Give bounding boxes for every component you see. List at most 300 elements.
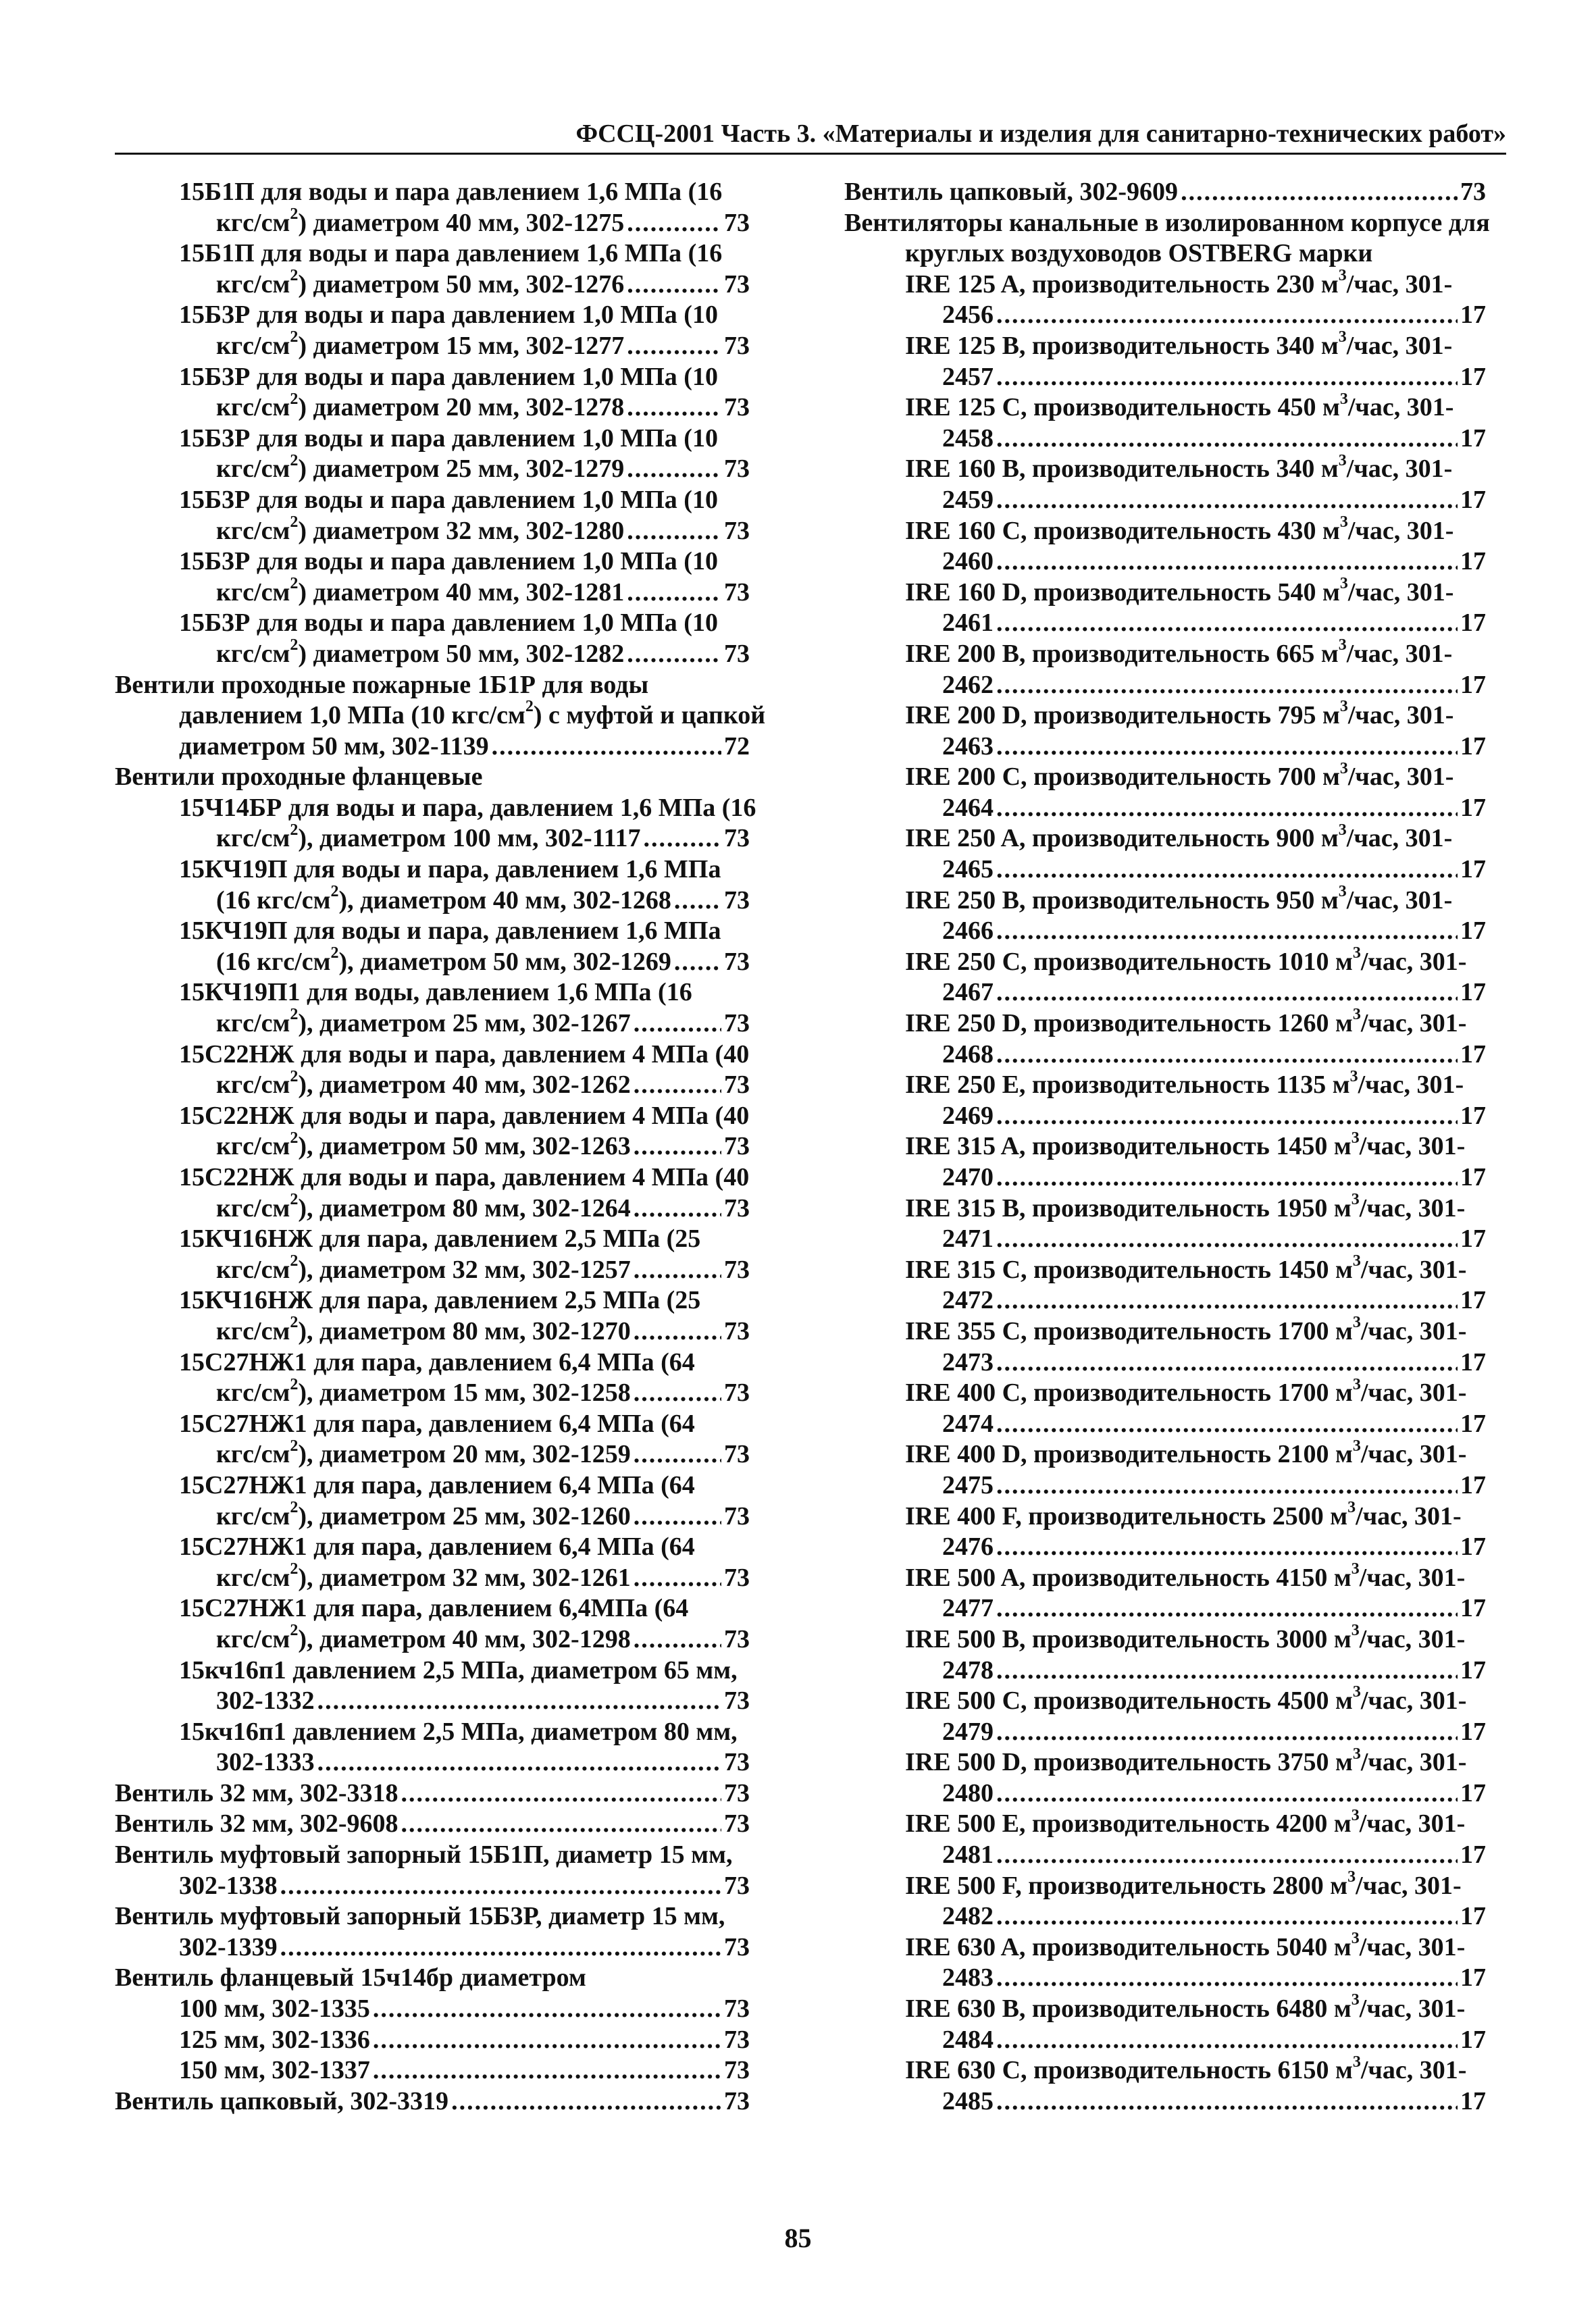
index-entry-line xyxy=(844,1991,1486,2025)
index-entry-line xyxy=(115,269,750,301)
entry-text xyxy=(115,671,648,699)
index-entry-line xyxy=(844,1439,1486,1470)
entry-superscript: 2 xyxy=(525,698,534,716)
entry-text xyxy=(179,178,722,206)
entry-superscript: 3 xyxy=(1351,1991,1360,2009)
index-entry-line xyxy=(115,1717,750,1748)
dot-leader xyxy=(627,269,721,301)
entry-superscript: 3 xyxy=(1338,267,1347,285)
entry-text-pre: кгс/см xyxy=(216,1193,290,1223)
entry-text-main: 302-1338 xyxy=(179,1871,278,1900)
entry-text-main: ) диаметром 15 мм, 302-1277 xyxy=(298,331,625,360)
dot-leader xyxy=(996,793,1458,824)
entry-page-number: 73 xyxy=(724,331,750,360)
entry-text xyxy=(942,2025,994,2056)
entry-text-pre: кгс/см xyxy=(216,1071,290,1100)
index-entry-line xyxy=(115,1747,750,1778)
entry-text-pre: IRE 400 D, производительность 2100 м xyxy=(905,1440,1353,1469)
entry-text xyxy=(942,1224,994,1255)
entry-text-main: 2465 xyxy=(942,855,994,884)
entry-text-main: 2464 xyxy=(942,793,994,822)
entry-text-pre: IRE 125 B, производительность 340 м xyxy=(905,331,1339,360)
index-entry-line xyxy=(844,238,1486,269)
entry-text xyxy=(179,424,718,453)
entry-text-pre: IRE 315 C, производительность 1450 м xyxy=(905,1255,1353,1284)
entry-superscript: 3 xyxy=(1352,1745,1361,1763)
entry-text-main: 2462 xyxy=(942,670,994,699)
entry-text-main: 15КЧ19П для воды и пара, давлением 1,6 МПа xyxy=(179,855,721,884)
dot-leader xyxy=(451,2086,721,2117)
entry-text-pre: IRE 500 A, производительность 4150 м xyxy=(905,1563,1352,1592)
entry-text-main: /час, 301- xyxy=(1347,516,1454,545)
entry-text xyxy=(905,1806,1466,1839)
dot-leader xyxy=(996,1409,1458,1440)
entry-text-main: ), диаметром 32 мм, 302-1261 xyxy=(298,1563,631,1592)
entry-page-number: 73 xyxy=(724,1132,750,1161)
entry-superscript: 2 xyxy=(290,821,299,839)
dot-leader xyxy=(627,392,721,423)
entry-text-main: ) диаметром 32 мм, 302-1280 xyxy=(298,516,625,545)
entry-page-number: 17 xyxy=(1460,1225,1486,1254)
entry-text-main: /час, 301- xyxy=(1346,269,1453,299)
entry-text-main: ), диаметром 20 мм, 302-1259 xyxy=(298,1440,631,1469)
entry-text-main: 302-1332 xyxy=(216,1687,315,1716)
entry-text-main: ) диаметром 20 мм, 302-1278 xyxy=(298,393,625,422)
dot-leader xyxy=(996,546,1458,577)
dot-leader xyxy=(634,1378,721,1409)
index-entry-line xyxy=(844,177,1486,208)
index-entry-line xyxy=(844,208,1490,239)
dot-leader xyxy=(996,1347,1458,1379)
entry-text-main: 15Б3Р для воды и пара давлением 1,0 МПа (10 xyxy=(179,362,718,391)
index-entry-line xyxy=(844,1778,1486,1809)
entry-text xyxy=(942,1347,994,1379)
index-entry-line xyxy=(844,823,1486,854)
entry-page-number: 17 xyxy=(1460,793,1486,822)
entry-text-main: 125 мм, 302-1336 xyxy=(179,2025,370,2054)
dot-leader xyxy=(996,916,1458,947)
entry-text-pre: IRE 400 F, производительность 2500 м xyxy=(905,1501,1348,1531)
dot-leader xyxy=(401,1778,721,1809)
index-entry-line xyxy=(844,854,1486,885)
entry-text-pre: кгс/см xyxy=(216,1132,290,1161)
entry-page-number: 73 xyxy=(724,824,750,853)
entry-text xyxy=(115,1963,586,1992)
entry-page-number: 17 xyxy=(1460,1717,1486,1746)
index-entry-line xyxy=(844,1868,1486,1902)
index-entry-line xyxy=(844,451,1486,485)
entry-text-pre: кгс/см xyxy=(216,516,290,545)
index-entry-line xyxy=(115,823,750,854)
entry-text xyxy=(905,1622,1466,1653)
entry-text xyxy=(942,1901,994,1932)
entry-text xyxy=(179,2055,370,2086)
entry-text-main: 2477 xyxy=(942,1594,994,1623)
entry-text xyxy=(905,1375,1467,1408)
entry-superscript: 3 xyxy=(1352,944,1361,962)
entry-text-pre: кгс/см xyxy=(216,1379,290,1408)
entry-text-main: ) с муфтой и цапкой xyxy=(533,701,766,730)
dot-leader xyxy=(627,639,721,670)
index-entry-line xyxy=(115,177,750,208)
index-entry-line xyxy=(844,1498,1486,1533)
dot-leader xyxy=(996,1532,1458,1563)
index-entry-line xyxy=(844,944,1486,978)
entry-text xyxy=(216,577,624,609)
entry-page-number: 17 xyxy=(1460,1470,1486,1499)
index-entry-line xyxy=(115,762,750,793)
entry-text-main: 15Б3Р для воды и пара давлением 1,0 МПа (10 xyxy=(179,423,718,453)
entry-page-number: 17 xyxy=(1460,1163,1486,1191)
entry-text-pre: кгс/см xyxy=(216,577,290,607)
entry-text-pre: (16 кгс/см xyxy=(216,885,331,915)
entry-text-main: 2484 xyxy=(942,2025,994,2054)
entry-text-main: ), диаметром 40 мм, 302-1268 xyxy=(338,885,671,915)
entry-text-main: /час, 301- xyxy=(1358,1071,1464,1100)
entry-text-main: диаметром 50 мм, 302-1139 xyxy=(179,731,489,761)
entry-text xyxy=(179,1871,278,1902)
index-entry-line xyxy=(115,1316,750,1347)
entry-text-pre: кгс/см xyxy=(216,1563,290,1592)
entry-text-main: ) диаметром 50 мм, 302-1276 xyxy=(298,269,625,299)
index-entry-line xyxy=(844,2025,1486,2056)
index-entry-line xyxy=(115,854,750,885)
index-entry-line xyxy=(115,1285,750,1316)
entry-page-number: 17 xyxy=(1460,1409,1486,1438)
entry-page-number: 73 xyxy=(724,516,750,545)
dot-leader xyxy=(996,854,1458,885)
dot-leader xyxy=(627,454,721,485)
entry-text-pre: IRE 315 A, производительность 1450 м xyxy=(905,1132,1352,1161)
index-entry-line xyxy=(844,1747,1486,1778)
entry-text xyxy=(905,2053,1467,2085)
dot-leader xyxy=(996,1840,1458,1871)
entry-text xyxy=(905,1930,1466,1961)
entry-text-main: Вентиль 32 мм, 302-9608 xyxy=(115,1809,398,1839)
entry-text xyxy=(905,451,1453,484)
entry-page-number: 73 xyxy=(724,2056,750,2085)
entry-superscript: 3 xyxy=(1351,1806,1360,1824)
entry-superscript: 2 xyxy=(290,636,299,654)
entry-text xyxy=(216,451,625,485)
dot-leader xyxy=(627,516,721,547)
entry-text-main: 2468 xyxy=(942,1039,994,1069)
entry-page-number: 73 xyxy=(724,2086,750,2115)
entry-text-main: ), диаметром 15 мм, 302-1258 xyxy=(298,1379,631,1408)
entry-superscript: 3 xyxy=(1338,451,1347,469)
entry-text xyxy=(216,1067,631,1101)
entry-text xyxy=(905,1129,1466,1161)
index-entry-line xyxy=(115,513,750,547)
entry-text-main: ) диаметром 40 мм, 302-1275 xyxy=(298,208,625,237)
entry-text-main: /час, 301- xyxy=(1359,1193,1466,1223)
entry-text-pre: кгс/см xyxy=(216,1255,290,1284)
entry-text-pre: IRE 250 B, производительность 950 м xyxy=(905,885,1339,915)
entry-text xyxy=(216,823,641,854)
entry-superscript: 3 xyxy=(1351,1622,1360,1640)
entry-superscript: 3 xyxy=(1339,759,1348,777)
entry-text-pre: кгс/см xyxy=(216,1501,290,1531)
entry-text-main: Вентиль цапковый, 302-9609 xyxy=(844,178,1179,206)
dot-leader xyxy=(634,1008,721,1039)
entry-text xyxy=(216,513,625,547)
entry-text-pre: IRE 200 D, производительность 795 м xyxy=(905,701,1340,730)
entry-text xyxy=(905,1991,1466,2024)
entry-text-pre: IRE 500 C, производительность 4500 м xyxy=(905,1687,1353,1716)
entry-text-pre: кгс/см xyxy=(216,1316,290,1345)
index-entry-line xyxy=(115,1932,750,1963)
index-entry-line xyxy=(844,1409,1486,1440)
entry-text-main: ), диаметром 100 мм, 302-1117 xyxy=(298,824,641,853)
dot-leader xyxy=(674,885,721,917)
dot-leader xyxy=(996,731,1458,763)
entry-page-number: 73 xyxy=(724,2025,750,2054)
entry-text xyxy=(179,1471,695,1499)
index-entry-line xyxy=(115,608,750,639)
index-entry-line xyxy=(844,1840,1486,1871)
entry-superscript: 3 xyxy=(1351,1930,1360,1948)
entry-text-pre: IRE 250 E, производительность 1135 м xyxy=(905,1071,1350,1100)
dot-leader xyxy=(1181,177,1458,208)
index-entry-line xyxy=(844,1347,1486,1379)
entry-text-pre: IRE 400 C, производительность 1700 м xyxy=(905,1379,1353,1408)
entry-text-main: /час, 301- xyxy=(1346,455,1453,484)
entry-text-main: 15КЧ16НЖ для пара, давлением 2,5 МПа (25 xyxy=(179,1225,701,1254)
index-entry-line xyxy=(115,1809,750,1840)
entry-text xyxy=(216,636,625,670)
entry-text-main: 2471 xyxy=(942,1225,994,1254)
dot-leader xyxy=(634,1193,721,1225)
index-entry-line xyxy=(844,2086,1486,2117)
index-entry-line xyxy=(115,238,750,269)
entry-text-main: 15Б1П для воды и пара давлением 1,6 МПа (16 xyxy=(179,178,723,206)
dot-leader xyxy=(280,1932,721,1963)
dot-leader xyxy=(634,1439,721,1470)
entry-text xyxy=(942,1039,994,1071)
entry-text-main: /час, 301- xyxy=(1346,885,1453,915)
entry-page-number: 73 xyxy=(724,1071,750,1100)
entry-text-main: /час, 301- xyxy=(1360,1379,1467,1408)
entry-superscript: 3 xyxy=(1347,1868,1356,1886)
entry-superscript: 3 xyxy=(1339,698,1348,716)
dot-leader xyxy=(996,1285,1458,1316)
entry-text xyxy=(216,1008,631,1039)
entry-superscript: 2 xyxy=(290,1375,299,1393)
index-entry-line xyxy=(115,1498,750,1533)
entry-text xyxy=(179,1594,688,1622)
entry-text-main: ), диаметром 25 мм, 302-1267 xyxy=(298,1009,631,1038)
entry-text-main: 2476 xyxy=(942,1533,994,1562)
dot-leader xyxy=(996,1901,1458,1932)
entry-text xyxy=(942,977,994,1008)
entry-text xyxy=(216,205,625,239)
entry-text-main: 15С27НЖ1 для пара, давлением 6,4 МПа (64 xyxy=(179,1347,695,1377)
entry-text-main: /час, 301- xyxy=(1360,2056,1467,2085)
entry-text-main: 15Б3Р для воды и пара давлением 1,0 МПа (10 xyxy=(179,485,718,514)
index-entry-line xyxy=(115,1532,750,1563)
index-entry-line xyxy=(115,328,750,362)
entry-text xyxy=(179,1102,749,1130)
entry-page-number: 73 xyxy=(724,1809,750,1839)
entry-page-number: 73 xyxy=(724,1255,750,1284)
entry-page-number: 17 xyxy=(1460,485,1486,514)
entry-text xyxy=(905,1437,1467,1469)
entry-text-main: 302-1339 xyxy=(179,1932,278,1961)
entry-page-number: 17 xyxy=(1460,1347,1486,1377)
entry-superscript: 2 xyxy=(290,1252,299,1270)
index-entry-line xyxy=(115,1686,750,1717)
entry-text-pre: кгс/см xyxy=(216,1440,290,1469)
entry-page-number: 17 xyxy=(1460,1039,1486,1069)
entry-text-main: 2479 xyxy=(942,1717,994,1746)
entry-text-pre: кгс/см xyxy=(216,455,290,484)
entry-text xyxy=(905,239,1372,267)
entry-text-pre: IRE 500 F, производительность 2800 м xyxy=(905,1871,1348,1900)
entry-text xyxy=(942,1655,994,1687)
entry-text xyxy=(216,1498,631,1533)
entry-text-pre: IRE 125 A, производительность 230 м xyxy=(905,269,1339,299)
dot-leader xyxy=(996,485,1458,516)
entry-text xyxy=(942,300,994,331)
entry-text-main: ), диаметром 80 мм, 302-1264 xyxy=(298,1193,631,1223)
entry-text-pre: IRE 500 D, производительность 3750 м xyxy=(905,1748,1353,1777)
entry-text-main: /час, 301- xyxy=(1346,639,1453,668)
entry-text xyxy=(905,513,1454,545)
entry-text-main: 2483 xyxy=(942,1963,994,1992)
entry-page-number: 17 xyxy=(1460,1655,1486,1685)
entry-text-pre: кгс/см xyxy=(216,393,290,422)
entry-superscript: 3 xyxy=(1339,390,1348,408)
entry-superscript: 2 xyxy=(290,267,299,285)
entry-superscript: 2 xyxy=(290,1622,299,1640)
entry-page-number: 17 xyxy=(1460,301,1486,330)
index-entry-line xyxy=(844,513,1486,547)
index-entry-line xyxy=(115,885,750,917)
entry-text-main: /час, 301- xyxy=(1347,393,1454,422)
dot-leader xyxy=(634,1501,721,1533)
entry-superscript: 3 xyxy=(1338,328,1347,346)
entry-text-main: /час, 301- xyxy=(1360,1255,1467,1284)
entry-page-number: 73 xyxy=(1460,178,1486,206)
entry-page-number: 17 xyxy=(1460,1841,1486,1870)
dot-leader xyxy=(401,1809,721,1840)
entry-text-main: 15кч16п1 давлением 2,5 МПа, диаметром 65 мм, xyxy=(179,1655,738,1685)
entry-text-main: /час, 301- xyxy=(1360,1687,1467,1716)
entry-text-main: 15С27НЖ1 для пара, давлением 6,4 МПа (64 xyxy=(179,1409,695,1438)
entry-text-main: 2461 xyxy=(942,609,994,638)
entry-text-main: /час, 301- xyxy=(1356,1501,1462,1531)
dot-leader xyxy=(644,823,721,854)
entry-text xyxy=(216,1747,315,1778)
entry-text-main: /час, 301- xyxy=(1359,1995,1466,2024)
entry-page-number: 17 xyxy=(1460,1533,1486,1562)
entry-text-main: ), диаметром 50 мм, 302-1263 xyxy=(298,1132,631,1161)
entry-text xyxy=(942,916,994,947)
entry-text-main: 302-1333 xyxy=(216,1748,315,1777)
entry-page-number: 73 xyxy=(724,1563,750,1592)
entry-text-pre: IRE 200 C, производительность 700 м xyxy=(905,763,1340,792)
entry-text-main: 15С22НЖ для воды и пара, давлением 4 МПа (40 xyxy=(179,1039,750,1069)
index-entry-line xyxy=(844,1008,1486,1039)
entry-text-pre: IRE 160 B, производительность 340 м xyxy=(905,455,1339,484)
index-entry-line xyxy=(115,1162,750,1193)
index-entry-line xyxy=(115,916,750,947)
entry-text-main: 100 мм, 302-1335 xyxy=(179,1995,370,2024)
dot-leader xyxy=(996,300,1458,331)
entry-text-pre: IRE 630 B, производительность 6480 м xyxy=(905,1995,1352,2024)
index-entry-line xyxy=(115,1655,750,1687)
entry-superscript: 2 xyxy=(290,205,299,223)
index-entry-line xyxy=(115,944,750,978)
index-entry-line xyxy=(115,731,750,763)
entry-page-number: 17 xyxy=(1460,855,1486,884)
entry-superscript: 3 xyxy=(1351,1190,1360,1208)
index-entry-line xyxy=(844,1470,1486,1501)
entry-page-number: 73 xyxy=(724,577,750,607)
entry-page-number: 17 xyxy=(1460,2025,1486,2054)
dot-leader xyxy=(627,331,721,362)
dot-leader xyxy=(996,1224,1458,1255)
dot-leader xyxy=(373,1994,721,2025)
entry-text-main: /час, 301- xyxy=(1356,1871,1462,1900)
entry-text xyxy=(179,1410,695,1438)
entry-page-number: 17 xyxy=(1460,978,1486,1007)
index-entry-line xyxy=(844,2055,1486,2086)
entry-text xyxy=(216,269,624,301)
entry-superscript: 3 xyxy=(1352,1314,1361,1332)
dot-leader xyxy=(996,2025,1458,2056)
entry-text-main: ), диаметром 80 мм, 302-1270 xyxy=(298,1316,631,1345)
entry-page-number: 73 xyxy=(724,1871,750,1900)
entry-text xyxy=(905,1067,1464,1100)
entry-text xyxy=(942,1162,994,1193)
entry-text xyxy=(216,885,671,917)
index-entry-line xyxy=(844,1683,1486,1717)
entry-text xyxy=(179,2025,370,2056)
entry-text-main: 15КЧ19П для воды и пара, давлением 1,6 МПа xyxy=(179,917,721,946)
dot-leader xyxy=(634,1563,721,1594)
index-entry-line xyxy=(115,546,750,577)
index-entry-line xyxy=(844,885,1486,917)
entry-text-main: ) диаметром 25 мм, 302-1279 xyxy=(298,455,625,484)
entry-text-main: /час, 301- xyxy=(1359,1132,1466,1161)
index-entry-line xyxy=(115,1470,750,1501)
running-header xyxy=(115,113,1506,155)
index-entry-line xyxy=(844,577,1486,609)
entry-text-main: ), диаметром 25 мм, 302-1260 xyxy=(298,1501,631,1531)
entry-text-pre: IRE 630 A, производительность 5040 м xyxy=(905,1932,1352,1961)
dot-leader xyxy=(996,1717,1458,1748)
entry-text xyxy=(179,1994,370,2025)
entry-text-main: 15Б3Р для воды и пара давлением 1,0 МПа (10 xyxy=(179,301,718,330)
entry-page-number: 17 xyxy=(1460,362,1486,391)
index-entry-line xyxy=(844,636,1486,670)
index-entry-line xyxy=(115,300,750,331)
entry-text-main: 2458 xyxy=(942,423,994,453)
entry-text-main: 2469 xyxy=(942,1101,994,1130)
entry-text-pre: кгс/см xyxy=(216,639,290,668)
entry-text xyxy=(905,328,1453,360)
entry-page-number: 73 xyxy=(724,947,750,976)
entry-superscript: 3 xyxy=(1352,2053,1361,2071)
entry-text xyxy=(179,1163,749,1191)
entry-text xyxy=(942,546,994,577)
entry-page-number: 73 xyxy=(724,1193,750,1223)
entry-text-main: 15Б3Р для воды и пара давлением 1,0 МПа (10 xyxy=(179,547,718,576)
index-entry-line xyxy=(115,1008,750,1039)
header-title: ФССЦ-2001 Часть 3. «Материалы и изделия для санитарно-технических работ» xyxy=(575,120,1506,148)
entry-text-pre: IRE 160 C, производительность 430 м xyxy=(905,516,1340,545)
